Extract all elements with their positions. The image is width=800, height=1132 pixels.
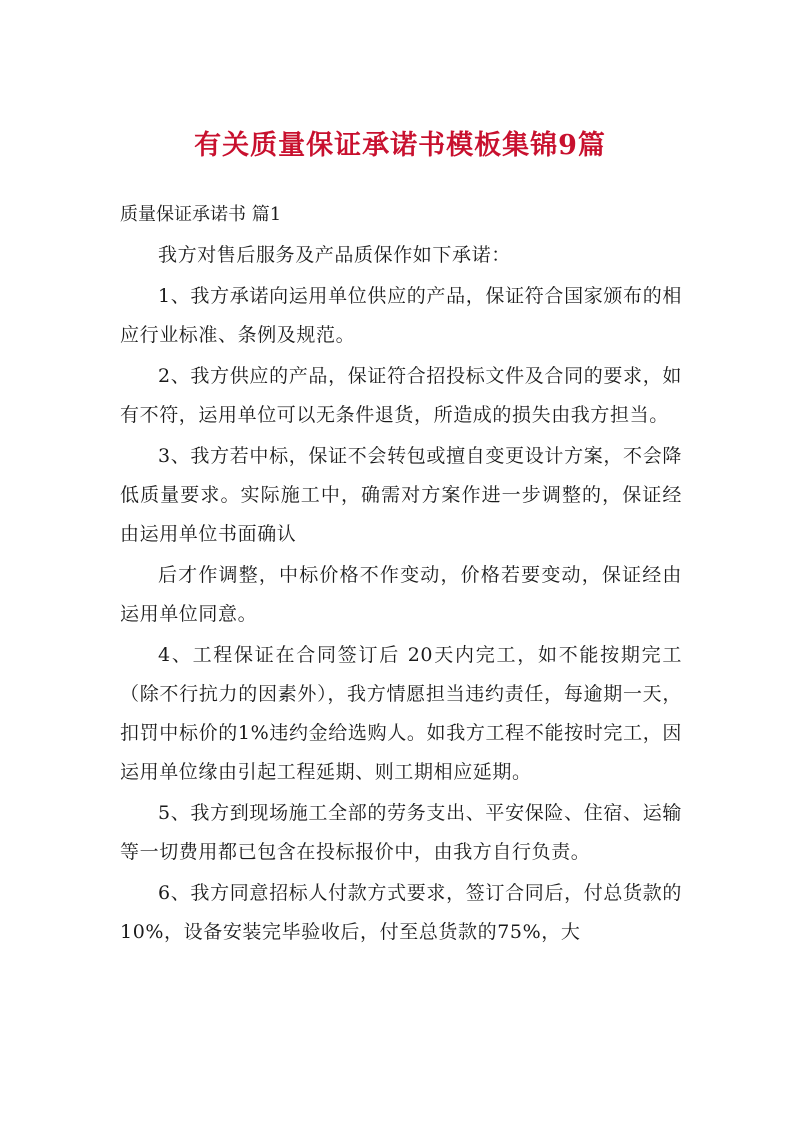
paragraph-5: 5、我方到现场施工全部的劳务支出、平安保险、住宿、运输等一切费用都已包含在投标报价中，由我方自行负责。 [120, 802, 682, 863]
paragraph-6: 6、我方同意招标人付款方式要求，签订合同后，付总货款的10%，设备安装完毕验收后，付至总货款的75%，大 [120, 882, 682, 943]
document-title: 有关质量保证承诺书模板集锦9篇 [194, 130, 606, 161]
paragraph-4: 4、工程保证在合同签订后 20天内完工，如不能按期完工（除不行抗力的因素外），我方情愿担当违约责任，每逾期一天，扣罚中标价的1%违约金给选购人。如我方工程不能按时完工，因运用单位缘由引起工程延期、则工期相应延期。 [120, 644, 682, 783]
document-body [120, 196, 682, 954]
paragraph-1: 1、我方承诺向运用单位供应的产品，保证符合国家颁布的相应行业标准、条例及规范。 [120, 285, 682, 346]
paragraph-3: 3、我方若中标，保证不会转包或擅自变更设计方案，不会降低质量要求。实际施工中，确需对方案作进一步调整的，保证经由运用单位书面确认 [120, 445, 682, 545]
paragraph-3-continued: 后才作调整，中标价格不作变动，价格若要变动，保证经由运用单位同意。 [120, 564, 682, 625]
paragraph-intro: 我方对售后服务及产品质保作如下承诺： [158, 244, 511, 266]
paragraph-2: 2、我方供应的产品，保证符合招投标文件及合同的要求，如有不符，运用单位可以无条件退货，所造成的损失由我方担当。 [120, 365, 682, 426]
section-heading: 质量保证承诺书 篇1 [120, 204, 282, 225]
